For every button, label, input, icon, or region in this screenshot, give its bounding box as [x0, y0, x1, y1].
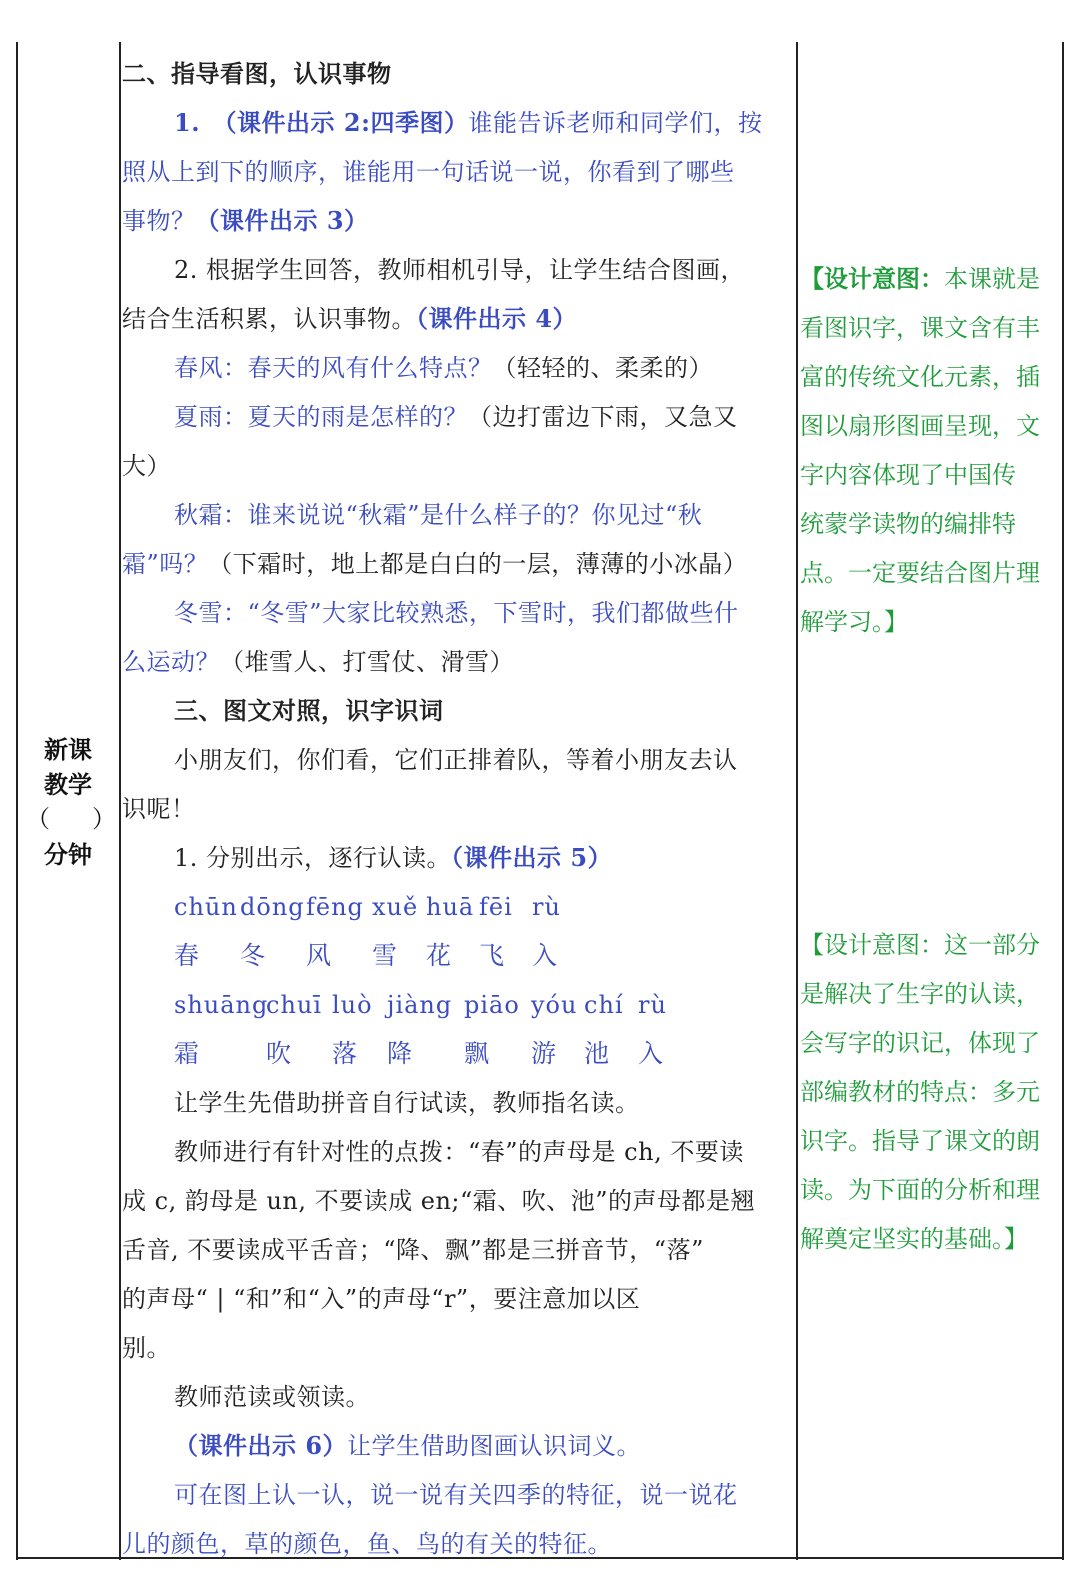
section-label-line4: 分钟 [44, 840, 92, 869]
content-line: 舌音, 不要读成平舌音；“降、飘”都是三拼音节，“落” [122, 1236, 704, 1264]
content-text: 事物？ [122, 207, 196, 235]
pinyin-syllable: chūn [174, 893, 238, 921]
content-line: 照从上到下的顺序，谁能用一句话说一说，你看到了哪些 [122, 158, 735, 186]
table-border-col1 [119, 42, 121, 1560]
courseware-ref: （课件出示 4） [416, 304, 578, 333]
hanzi-row-1 [174, 932, 734, 980]
note-line: 富的传统文化元素，插 [800, 363, 1040, 391]
pinyin-syllable: yóu [531, 991, 578, 1019]
content-line: 成 c, 韵母是 un, 不要读成 en;“霜、吹、池”的声母都是翘 [122, 1187, 756, 1215]
content-line: 别。 [122, 1334, 171, 1362]
question-text: 夏雨：夏天的雨是怎样的？ [174, 403, 468, 431]
pinyin-syllable: luò [332, 991, 373, 1019]
note-line: 读。为下面的分析和理 [800, 1176, 1040, 1204]
content-line: 让学生先借助拼音自行试读，教师指名读。 [174, 1089, 640, 1117]
note-line: 【设计意图：这一部分 [800, 931, 1040, 959]
section-label-line2: 教学 [44, 770, 92, 799]
content-line [122, 197, 796, 245]
pinyin-syllable: jiàng [387, 991, 453, 1019]
content-line: 教师进行有针对性的点拨：“春”的声母是 ch, 不要读 [174, 1138, 744, 1166]
hanzi-char: 花 [426, 941, 452, 970]
pinyin-syllable: huā [426, 893, 475, 921]
note-line: 统蒙学读物的编排特 [800, 510, 1016, 538]
pinyin-syllable: piāo [464, 991, 520, 1019]
pinyin-row-1 [174, 883, 734, 931]
hanzi-char: 飘 [464, 1039, 490, 1068]
content-line [122, 540, 796, 588]
answer-text: （边打雷边下雨，又急又 [468, 403, 738, 431]
note-heading: 【设计意图： [800, 264, 944, 293]
question-text: 么运动？ [122, 648, 220, 676]
content-line: 的声母“ | “和”和“入”的声母“r”，要注意加以区 [122, 1285, 641, 1313]
pinyin-syllable: shuāng [174, 991, 269, 1019]
courseware-ref: 1. （课件出示 2:四季图） [174, 108, 469, 137]
content-line: 教师范读或领读。 [174, 1383, 370, 1411]
content-line: 可在图上认一认，说一说有关四季的特征，说一说花 [174, 1481, 738, 1509]
paren-close: ） [92, 805, 116, 833]
heading-text-picture-match: 三、图文对照，识字识词 [174, 696, 444, 725]
hanzi-row-2 [174, 1030, 734, 1078]
courseware-ref: （课件出示 3） [195, 206, 369, 235]
content-text: 1. 分别出示，逐行认读。 [174, 844, 452, 872]
content-text: 谁能告诉老师和同学们，按 [468, 109, 763, 137]
note-line: 点。一定要结合图片理 [800, 559, 1040, 587]
pinyin-syllable: xuě [372, 893, 419, 921]
pinyin-syllable: fēi [479, 893, 513, 921]
note-line: 看图识字，课文含有丰 [800, 314, 1040, 342]
hanzi-char: 游 [531, 1039, 557, 1068]
pinyin-row-2 [174, 981, 734, 1029]
section-label-line1: 新课 [44, 735, 92, 764]
content-line [122, 99, 796, 147]
content-line: 识呢！ [122, 795, 196, 823]
answer-text: （堆雪人、打雪仗、滑雪） [220, 648, 514, 676]
pinyin-syllable: fēng [306, 893, 364, 921]
hanzi-char: 降 [387, 1039, 413, 1068]
note-line: 解学习。】 [800, 608, 908, 636]
hanzi-char: 入 [532, 941, 558, 970]
note-line: 会写字的识记，体现了 [800, 1029, 1040, 1057]
table-border-col2 [796, 42, 798, 1560]
question-text: 春风：春天的风有什么特点？ [174, 354, 493, 382]
table-border-right [1062, 42, 1064, 1560]
pinyin-syllable: chuī [266, 991, 323, 1019]
hanzi-char: 风 [306, 941, 332, 970]
note-line: 是解决了生字的认读， [800, 980, 1040, 1008]
section-label-duration-blank [18, 802, 118, 837]
question-text: 霜”吗？ [122, 550, 209, 578]
answer-text: （轻轻的、柔柔的） [492, 354, 713, 382]
note-line [800, 255, 1062, 303]
content-line: 儿的颜色，草的颜色，鱼、鸟的有关的特征。 [122, 1530, 612, 1558]
content-text: 结合生活积累，认识事物。 [122, 305, 416, 333]
content-line: 秋霜：谁来说说“秋霜”是什么样子的？你见过“秋 [174, 501, 703, 529]
content-line: 小朋友们，你们看，它们正排着队，等着小朋友去认 [174, 746, 738, 774]
paren-open: （ [26, 805, 50, 833]
content-line [122, 1422, 796, 1470]
note-line: 字内容体现了中国传 [800, 461, 1016, 489]
answer-text: （下霜时，地上都是白白的一层，薄薄的小冰晶） [208, 550, 748, 578]
note-text: 本课就是 [944, 265, 1040, 293]
content-line: 2. 根据学生回答，教师相机引导，让学生结合图画， [174, 256, 746, 284]
heading-guide-pictures: 二、指导看图，认识事物 [122, 59, 392, 88]
hanzi-char: 落 [332, 1039, 358, 1068]
content-line: 大） [122, 452, 171, 480]
pinyin-syllable: rù [532, 893, 561, 921]
hanzi-char: 冬 [240, 941, 266, 970]
content-text: 让学生借助图画认识词义。 [347, 1432, 642, 1460]
content-line [122, 393, 796, 441]
hanzi-char: 入 [638, 1039, 664, 1068]
hanzi-char: 雪 [372, 941, 398, 970]
note-line: 图以扇形图画呈现，文 [800, 412, 1040, 440]
hanzi-char: 池 [584, 1039, 610, 1068]
content-line [122, 638, 796, 686]
content-line [122, 344, 796, 392]
pinyin-syllable: chí [584, 991, 624, 1019]
content-line: 冬雪：“冬雪”大家比较熟悉，下雪时，我们都做些什 [174, 599, 739, 627]
courseware-ref: （课件出示 6） [174, 1431, 348, 1460]
courseware-ref: （课件出示 5） [451, 843, 613, 872]
content-line [122, 295, 796, 343]
content-line [122, 834, 796, 882]
hanzi-char: 霜 [174, 1039, 200, 1068]
note-line: 识字。指导了课文的朗 [800, 1127, 1040, 1155]
note-line: 解奠定坚实的基础。】 [800, 1225, 1028, 1253]
pinyin-syllable: dōng [240, 893, 305, 921]
hanzi-char: 吹 [266, 1039, 292, 1068]
section-label [18, 732, 118, 872]
hanzi-char: 飞 [479, 941, 505, 970]
note-line: 部编教材的特点：多元 [800, 1078, 1040, 1106]
pinyin-syllable: rù [638, 991, 667, 1019]
hanzi-char: 春 [174, 941, 200, 970]
